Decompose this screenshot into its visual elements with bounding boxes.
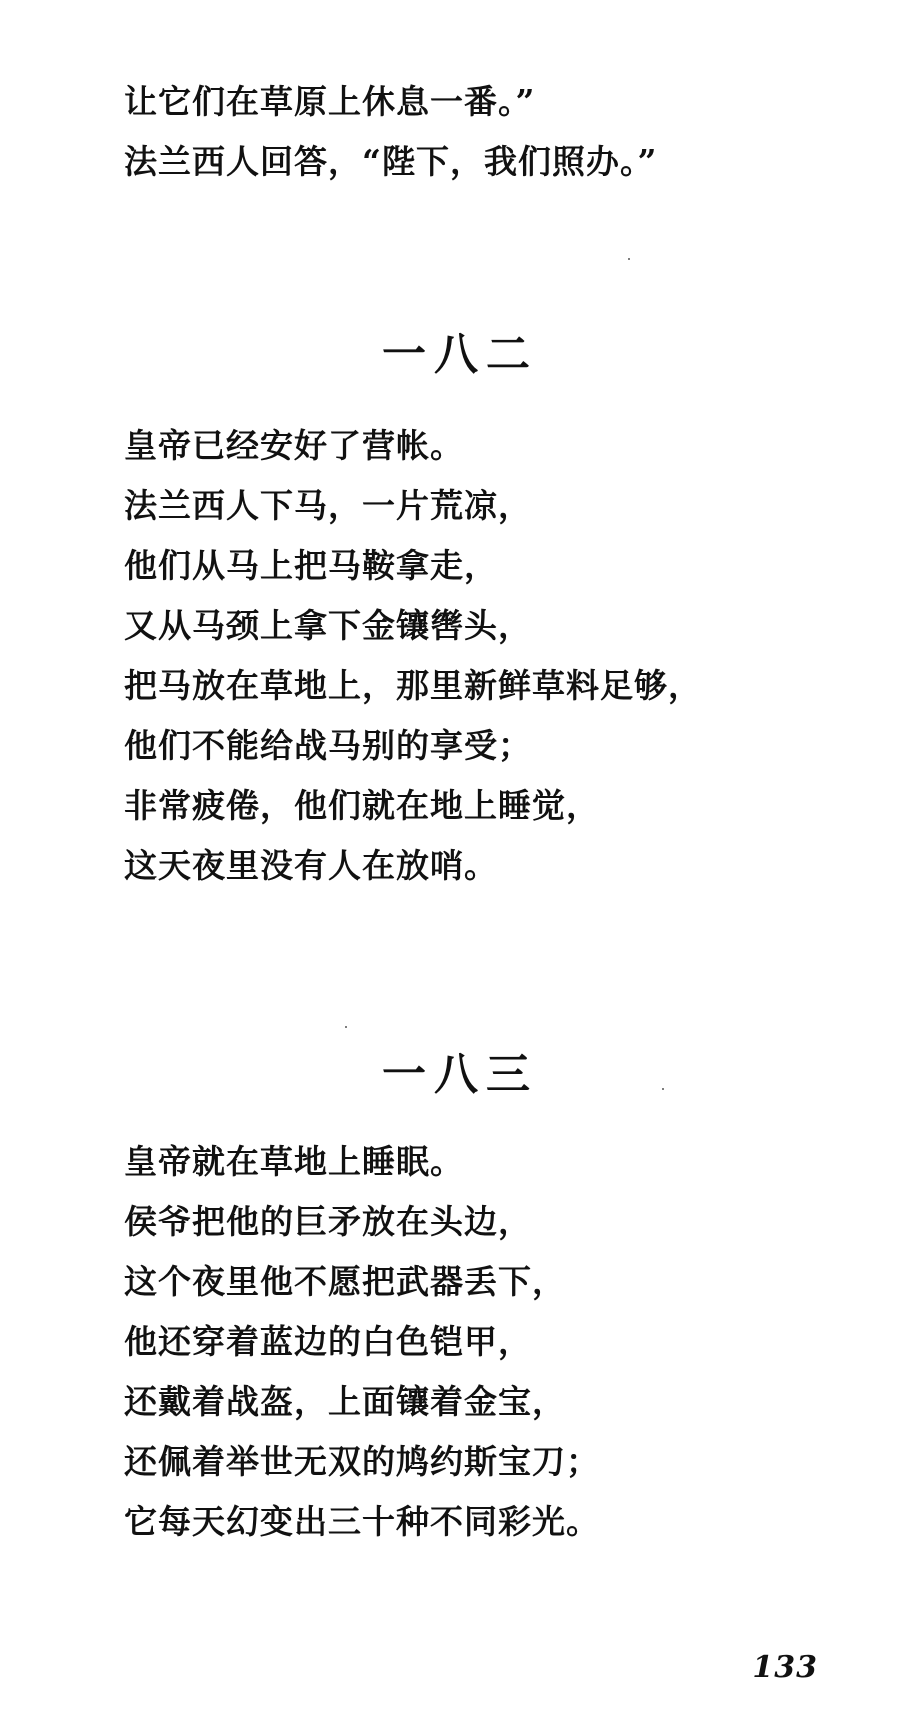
section-heading-182: 一八二 xyxy=(382,329,538,380)
section-183-verse xyxy=(124,1132,820,1552)
verse-line: 还戴着战盔，上面镶着金宝， xyxy=(124,1382,566,1421)
verse-line: 它每天幻变出三十种不同彩光。 xyxy=(124,1502,600,1541)
verse-line: 这天夜里没有人在放哨。 xyxy=(124,846,498,885)
verse-line: 他还穿着蓝边的白色铠甲， xyxy=(124,1322,532,1361)
page-number: 133 xyxy=(752,1650,818,1685)
verse-line: 这个夜里他不愿把武器丢下， xyxy=(124,1262,566,1301)
scan-speck xyxy=(345,1026,347,1028)
verse-line: 非常疲倦，他们就在地上睡觉， xyxy=(124,786,600,825)
verse-line: 他们不能给战马别的享受； xyxy=(124,726,532,765)
intro-verse xyxy=(124,72,820,192)
verse-line: 让它们在草原上休息一番。” xyxy=(124,82,536,121)
verse-line: 法兰西人回答，“陛下，我们照办。” xyxy=(124,142,658,181)
verse-line: 法兰西人下马，一片荒凉， xyxy=(124,486,532,525)
section-182-verse xyxy=(124,416,820,896)
scan-speck xyxy=(662,1088,664,1090)
verse-line: 还佩着举世无双的鸠约斯宝刀； xyxy=(124,1442,600,1481)
verse-line: 侯爷把他的巨矛放在头边， xyxy=(124,1202,532,1241)
scan-speck xyxy=(628,258,630,260)
section-heading-183: 一八三 xyxy=(382,1049,538,1100)
verse-line: 皇帝就在草地上睡眠。 xyxy=(124,1142,464,1181)
verse-line: 他们从马上把马鞍拿走， xyxy=(124,546,498,585)
verse-line: 又从马颈上拿下金镶辔头， xyxy=(124,606,532,645)
verse-line: 皇帝已经安好了营帐。 xyxy=(124,426,464,465)
verse-line: 把马放在草地上，那里新鲜草料足够， xyxy=(124,666,702,705)
